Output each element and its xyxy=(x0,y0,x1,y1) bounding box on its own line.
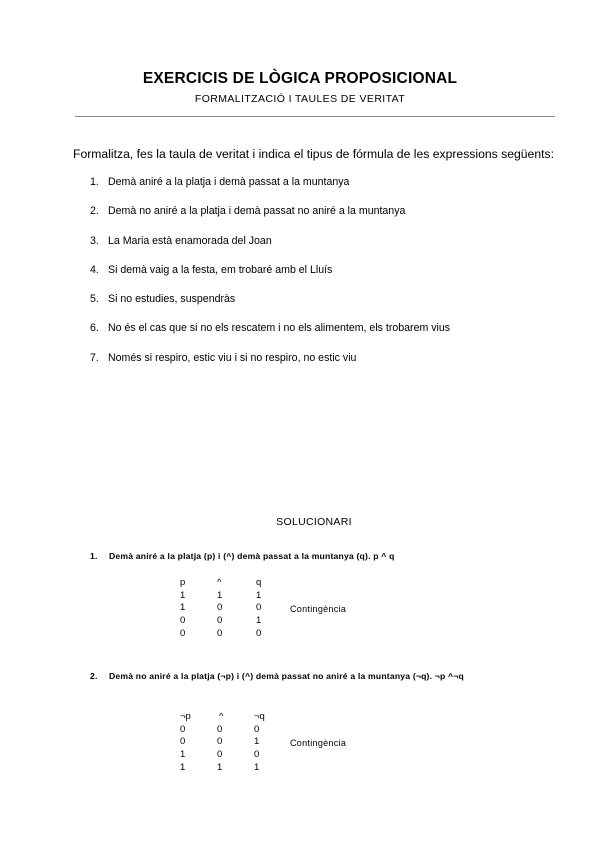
table-cell: 0 xyxy=(180,723,186,735)
exercise-text: Si no estudies, suspendràs xyxy=(108,293,236,306)
table-cell: 0 xyxy=(217,615,223,627)
table-cell: 0 xyxy=(217,627,223,639)
exercise-text: Demà no aniré a la platja i demà passat no aniré a la muntanya xyxy=(108,205,406,218)
table-header-cell: ¬q xyxy=(254,711,265,722)
exercise-item xyxy=(90,176,450,205)
table-header-cell: ^ xyxy=(217,577,222,588)
table-cell: 1 xyxy=(254,736,260,748)
solution-statement xyxy=(90,671,464,681)
formula-type-result: Contingència xyxy=(290,738,347,748)
exercise-number: 5. xyxy=(90,293,99,306)
table-cell: 0 xyxy=(180,736,186,748)
document-subtitle: FORMALITZACIÓ I TAULES DE VERITAT xyxy=(194,93,406,105)
exercise-list xyxy=(90,176,450,381)
table-cell: 1 xyxy=(180,602,186,614)
exercise-number: 4. xyxy=(90,263,99,276)
table-cell: 0 xyxy=(217,602,223,614)
solution-number: 2. xyxy=(90,671,98,681)
instructions-text: Formalitza, fes la taula de veritat i indica el tipus de fórmula de les expressions següents: xyxy=(73,147,554,161)
document-title: EXERCICIS DE LÒGICA PROPOSICIONAL xyxy=(142,70,458,87)
exercise-text: Només si respiro, estic viu i si no respiro, no estic viu xyxy=(108,351,357,364)
table-header-cell: ^ xyxy=(219,711,224,722)
exercise-number: 1. xyxy=(90,176,99,188)
exercise-item xyxy=(90,235,450,264)
table-cell: 0 xyxy=(217,736,223,748)
solution-statement xyxy=(90,551,395,561)
exercise-item xyxy=(90,322,450,351)
exercise-item xyxy=(90,205,450,234)
table-cell: 1 xyxy=(180,749,186,761)
exercise-item xyxy=(90,352,450,381)
solutions-heading: SOLUCIONARI xyxy=(276,516,352,528)
table-cell: 0 xyxy=(217,723,223,735)
table-cell: 1 xyxy=(256,615,262,627)
table-cell: 0 xyxy=(180,615,186,627)
exercise-number: 7. xyxy=(90,351,99,364)
table-cell: 0 xyxy=(256,627,262,639)
solution-text: Demà aniré a la platja (p) i (^) demà passat a la muntanya (q). p ^ q xyxy=(109,551,395,561)
table-cell: 1 xyxy=(217,589,223,601)
exercise-item xyxy=(90,264,450,293)
solution-number: 1. xyxy=(90,551,98,561)
exercise-text: No és el cas que si no els rescatem i no els alimentem, els trobarem vius xyxy=(108,322,451,335)
table-cell: 1 xyxy=(256,589,262,601)
exercise-text: Demà aniré a la platja i demà passat a la muntanya xyxy=(108,176,350,188)
table-header-cell: q xyxy=(256,577,262,588)
table-cell: 1 xyxy=(254,761,260,773)
table-cell: 1 xyxy=(180,761,186,773)
exercise-number: 3. xyxy=(90,234,99,247)
exercise-text: La Maria està enamorada del Joan xyxy=(108,234,272,247)
table-cell: 0 xyxy=(217,749,223,761)
solution-text: Demà no aniré a la platja (¬p) i (^) demà passat no aniré a la muntanya (¬q). ¬p ^¬q xyxy=(109,671,464,681)
table-cell: 1 xyxy=(217,761,223,773)
table-cell: 0 xyxy=(180,627,186,639)
exercise-item xyxy=(90,293,450,322)
table-cell: 0 xyxy=(254,749,260,761)
table-cell: 0 xyxy=(254,723,260,735)
exercise-number: 6. xyxy=(90,322,99,335)
exercise-number: 2. xyxy=(90,205,99,218)
table-cell: 0 xyxy=(256,602,262,614)
header-divider xyxy=(75,116,555,117)
formula-type-result: Contingència xyxy=(290,604,347,614)
table-cell: 1 xyxy=(180,589,186,601)
exercise-text: Si demà vaig a la festa, em trobaré amb el Lluís xyxy=(108,263,333,276)
table-header-cell: ¬p xyxy=(180,711,191,722)
table-header-cell: p xyxy=(180,577,186,588)
